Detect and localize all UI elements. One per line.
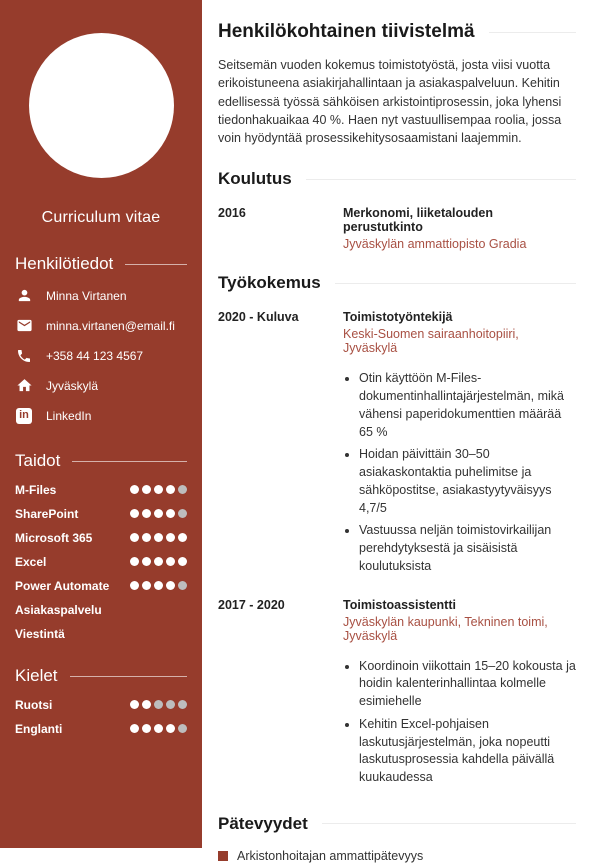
skill-rating-dots xyxy=(130,581,187,590)
skill-label: Power Automate xyxy=(15,578,110,593)
experience-bullet: • Hoidan päivittäin 30–50 asiakaskontaktia puhelimitse ja sähköpostitse, asiakastyytyväisyys 4,7/5 xyxy=(359,446,576,517)
skill-label: SharePoint xyxy=(15,506,79,521)
contact-row-location xyxy=(15,377,187,394)
experience-entry xyxy=(218,598,576,792)
experience-period: 2020 - Kuluva xyxy=(218,310,299,325)
linkedin-icon: in xyxy=(15,407,33,425)
skill-label: M-Files xyxy=(15,482,57,497)
summary-text: Seitsemän vuoden kokemus toimistotyöstä, josta viisi vuotta erikoistuneena asiakirjahallintaan ja asiakaspalveluun. Kehitin edellisessä työssä sähköisen arkistointiprosessin, joka lyhensi tiedonhakuaikaa 40 %. Haen nyt vastuullisempaa roolia, jossa voin hyödyntää prosessikehitysosaamistani laajemmin. xyxy=(218,58,562,145)
user-icon xyxy=(15,287,33,305)
experience-entry xyxy=(218,310,576,580)
language-rating-dots xyxy=(130,700,187,709)
skill-label: Viestintä xyxy=(15,626,65,641)
contact-list xyxy=(15,287,187,424)
skill-row xyxy=(15,556,187,567)
qualifications-heading: Pätevyydet xyxy=(218,814,576,834)
skill-rating-dots xyxy=(130,533,187,542)
contact-email: minna.virtanen@email.fi xyxy=(46,318,175,333)
skill-row xyxy=(15,484,187,495)
education-entry xyxy=(218,206,576,251)
skills-section-heading: Taidot xyxy=(15,451,187,471)
education-period: 2016 xyxy=(218,206,246,221)
experience-title: Toimistoassistentti xyxy=(343,597,456,612)
skill-label: Asiakaspalvelu xyxy=(15,602,102,617)
contact-row-phone xyxy=(15,347,187,364)
language-row xyxy=(15,699,187,710)
experience-section xyxy=(218,273,576,792)
education-institution: Jyväskylän ammattiopisto Gradia xyxy=(343,237,527,252)
square-bullet-icon xyxy=(218,851,228,861)
home-icon xyxy=(15,377,33,395)
skill-row xyxy=(15,532,187,543)
skill-row xyxy=(15,508,187,519)
skill-row xyxy=(15,604,187,615)
experience-title: Toimistotyöntekijä xyxy=(343,310,453,325)
experience-bullet-list xyxy=(359,370,576,575)
experience-organization: Jyväskylän kaupunki, Tekninen toimi, Jyväskylä xyxy=(343,614,548,643)
email-icon xyxy=(15,317,33,335)
language-row xyxy=(15,723,187,734)
experience-organization: Keski-Suomen sairaanhoitopiiri, Jyväskylä xyxy=(343,327,519,356)
skill-rating-dots xyxy=(130,485,187,494)
phone-icon xyxy=(15,347,33,365)
contact-name: Minna Virtanen xyxy=(46,288,127,303)
experience-bullet: • Vastuussa neljän toimistovirkailijan perehdytyksestä ja sisäisistä koulutuksista xyxy=(359,522,576,575)
contact-row-email xyxy=(15,317,187,334)
languages-list xyxy=(15,699,187,734)
qualifications-section xyxy=(218,814,576,863)
language-rating-dots xyxy=(130,724,187,733)
skill-row xyxy=(15,628,187,639)
qualification-item xyxy=(218,849,576,863)
cv-title: Curriculum vitae xyxy=(41,209,161,226)
contact-location: Jyväskylä xyxy=(46,378,99,393)
experience-period: 2017 - 2020 xyxy=(218,597,285,612)
language-label: Englanti xyxy=(15,721,63,736)
contact-section-heading: Henkilötiedot xyxy=(15,254,187,274)
skill-rating-dots xyxy=(130,509,187,518)
skills-list xyxy=(15,484,187,639)
skill-row xyxy=(15,580,187,591)
contact-linkedin: LinkedIn xyxy=(46,408,92,423)
contact-phone: +358 44 123 4567 xyxy=(46,348,144,363)
contact-row-linkedin[interactable] xyxy=(15,407,187,424)
experience-bullet: • Kehitin Excel-pohjaisen laskutusjärjestelmän, joka nopeutti laskutusprosessia kahdella päivällä kuukaudessa xyxy=(359,716,576,787)
contact-row-name xyxy=(15,287,187,304)
sidebar xyxy=(0,0,202,848)
main-content xyxy=(202,0,600,863)
summary-heading: Henkilökohtainen tiivistelmä xyxy=(218,21,576,43)
experience-heading: Työkokemus xyxy=(218,273,576,293)
skill-label: Microsoft 365 xyxy=(15,530,93,545)
profile-photo-placeholder xyxy=(29,33,174,178)
language-label: Ruotsi xyxy=(15,697,53,712)
languages-section-heading: Kielet xyxy=(15,666,187,686)
experience-bullet: • Otin käyttöön M-Files-dokumentinhallintajärjestelmän, mikä vähensi paperidokumenttien määrää 65 % xyxy=(359,370,576,441)
education-section xyxy=(218,169,576,251)
skill-rating-dots xyxy=(130,557,187,566)
experience-bullet: • Koordinoin viikottain 15–20 kokousta ja hoidin kalenterinhallintaa kolmelle esimiehelle xyxy=(359,658,576,711)
skill-label: Excel xyxy=(15,554,47,569)
qualification-text: Arkistonhoitajan ammattipätevyys xyxy=(237,848,424,863)
education-heading: Koulutus xyxy=(218,169,576,189)
experience-bullet-list xyxy=(359,658,576,787)
education-degree: Merkonomi, liiketalouden perustutkinto xyxy=(343,206,494,235)
